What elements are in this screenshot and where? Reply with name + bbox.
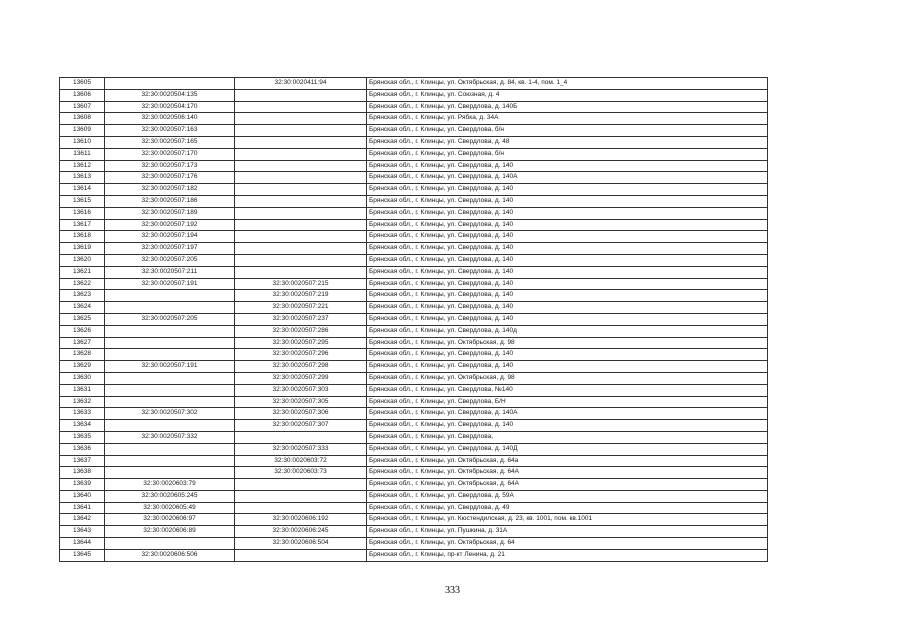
table-row bbox=[60, 467, 768, 479]
table-row bbox=[60, 160, 768, 172]
cadastral-number-cell: 32:30:0020507:219 bbox=[235, 290, 367, 302]
cadastral-number-cell bbox=[105, 384, 235, 396]
table-row bbox=[60, 184, 768, 196]
table-row bbox=[60, 396, 768, 408]
address-cell: Брянская обл., г. Клинцы, ул. Свердлова, д. 140А bbox=[367, 408, 768, 420]
address-cell: Брянская обл., г. Клинцы, ул. Кюстендилская, д. 23, кв. 1001, пом. кв.1001 bbox=[367, 514, 768, 526]
table-row bbox=[60, 89, 768, 101]
table-row bbox=[60, 302, 768, 314]
cadastral-number-cell: 32:30:0020507:286 bbox=[235, 325, 367, 337]
cadastral-number-cell bbox=[105, 372, 235, 384]
row-number-cell: 13611 bbox=[60, 148, 105, 160]
address-cell: Брянская обл., г. Клинцы, ул. Октябрьская, д. 64а bbox=[367, 455, 768, 467]
address-cell: Брянская обл., г. Клинцы, ул. Октябрьская, д. 64А bbox=[367, 467, 768, 479]
address-cell: Брянская обл., г. Клинцы, ул. Свердлова, д. 140 bbox=[367, 231, 768, 243]
cadastral-number-cell: 32:30:0020606:506 bbox=[105, 549, 235, 561]
table-row bbox=[60, 125, 768, 137]
cadastral-number-cell: 32:30:0020507:299 bbox=[235, 372, 367, 384]
table-row bbox=[60, 313, 768, 325]
row-number-cell: 13609 bbox=[60, 125, 105, 137]
row-number-cell: 13606 bbox=[60, 89, 105, 101]
cadastral-number-cell bbox=[235, 502, 367, 514]
address-cell: Брянская обл., г. Клинцы, ул. Свердлова, д. 140 bbox=[367, 243, 768, 255]
row-number-cell: 13633 bbox=[60, 408, 105, 420]
registry-table-body bbox=[60, 78, 768, 562]
address-cell: Брянская обл., г. Клинцы, ул. Свердлова, д. 140А bbox=[367, 172, 768, 184]
table-row bbox=[60, 361, 768, 373]
cadastral-number-cell: 32:30:0020507:165 bbox=[105, 136, 235, 148]
row-number-cell: 13628 bbox=[60, 349, 105, 361]
table-row bbox=[60, 172, 768, 184]
row-number-cell: 13625 bbox=[60, 313, 105, 325]
table-row bbox=[60, 455, 768, 467]
row-number-cell: 13619 bbox=[60, 243, 105, 255]
cadastral-number-cell bbox=[105, 290, 235, 302]
address-cell: Брянская обл., г. Клинцы, ул. Свердлова, б/н bbox=[367, 125, 768, 137]
cadastral-number-cell bbox=[235, 431, 367, 443]
address-cell: Брянская обл., г. Клинцы, ул. Свердлова, bbox=[367, 431, 768, 443]
table-row bbox=[60, 420, 768, 432]
address-cell: Брянская обл., г. Клинцы, ул. Рябка, д. 34А bbox=[367, 113, 768, 125]
address-cell: Брянская обл., г. Клинцы, ул. Свердлова, б/н bbox=[367, 148, 768, 160]
row-number-cell: 13634 bbox=[60, 420, 105, 432]
cadastral-number-cell bbox=[105, 78, 235, 90]
address-cell: Брянская обл., г. Клинцы, ул. Октябрьская, д. 64А bbox=[367, 479, 768, 491]
row-number-cell: 13632 bbox=[60, 396, 105, 408]
address-cell: Брянская обл., г. Клинцы, ул. Свердлова, д. 140Д bbox=[367, 443, 768, 455]
table-row bbox=[60, 538, 768, 550]
address-cell: Брянская обл., г. Клинцы, ул. Октябрьская, д. 84, кв. 1-4, пом. 1_4 bbox=[367, 78, 768, 90]
row-number-cell: 13642 bbox=[60, 514, 105, 526]
address-cell: Брянская обл., г. Клинцы, ул. Октябрьская, д. 98 bbox=[367, 337, 768, 349]
address-cell: Брянская обл., г. Клинцы, ул. Свердлова, д. 140 bbox=[367, 254, 768, 266]
cadastral-number-cell: 32:30:0020507:173 bbox=[105, 160, 235, 172]
cadastral-number-cell: 32:30:0020507:306 bbox=[235, 408, 367, 420]
row-number-cell: 13618 bbox=[60, 231, 105, 243]
cadastral-number-cell bbox=[235, 243, 367, 255]
table-row bbox=[60, 325, 768, 337]
address-cell: Брянская обл., г. Клинцы, ул. Свердлова, д. 59А bbox=[367, 490, 768, 502]
row-number-cell: 13624 bbox=[60, 302, 105, 314]
address-cell: Брянская обл., г. Клинцы, ул. Свердлова, д. 140 bbox=[367, 313, 768, 325]
table-row bbox=[60, 195, 768, 207]
cadastral-number-cell: 32:30:0020507:303 bbox=[235, 384, 367, 396]
address-cell: Брянская обл., г. Клинцы, пр-кт Ленина, д. 21 bbox=[367, 549, 768, 561]
table-row bbox=[60, 101, 768, 113]
row-number-cell: 13631 bbox=[60, 384, 105, 396]
page-number: 333 bbox=[445, 585, 460, 596]
cadastral-number-cell bbox=[235, 160, 367, 172]
row-number-cell: 13635 bbox=[60, 431, 105, 443]
cadastral-number-cell: 32:30:0020507:298 bbox=[235, 361, 367, 373]
cadastral-number-cell: 32:30:0020605:245 bbox=[105, 490, 235, 502]
address-cell: Брянская обл., г. Клинцы, ул. Свердлова, д. 48 bbox=[367, 136, 768, 148]
address-cell: Брянская обл., г. Клинцы, ул. Октябрьская, д. 98 bbox=[367, 372, 768, 384]
cadastral-number-cell: 32:30:0020605:49 bbox=[105, 502, 235, 514]
row-number-cell: 13622 bbox=[60, 278, 105, 290]
table-row bbox=[60, 514, 768, 526]
cadastral-number-cell: 32:30:0020507:211 bbox=[105, 266, 235, 278]
table-row bbox=[60, 549, 768, 561]
address-cell: Брянская обл., г. Клинцы, ул. Свердлова, д. 140д bbox=[367, 325, 768, 337]
address-cell: Брянская обл., г. Клинцы, ул. Свердлова, д. 140 bbox=[367, 195, 768, 207]
address-cell: Брянская обл., г. Клинцы, ул. Свердлова, д. 140Б bbox=[367, 101, 768, 113]
cadastral-number-cell bbox=[235, 184, 367, 196]
cadastral-number-cell: 32:30:0020507:237 bbox=[235, 313, 367, 325]
address-cell: Брянская обл., г. Клинцы, ул. Свердлова, д. 49 bbox=[367, 502, 768, 514]
row-number-cell: 13617 bbox=[60, 219, 105, 231]
address-cell: Брянская обл., г. Клинцы, ул. Свердлова, Б/Н bbox=[367, 396, 768, 408]
cadastral-number-cell: 32:30:0020507:333 bbox=[235, 443, 367, 455]
cadastral-number-cell bbox=[105, 455, 235, 467]
row-number-cell: 13627 bbox=[60, 337, 105, 349]
row-number-cell: 13614 bbox=[60, 184, 105, 196]
address-cell: Брянская обл., г. Клинцы, ул. Октябрьская, д. 64 bbox=[367, 538, 768, 550]
row-number-cell: 13607 bbox=[60, 101, 105, 113]
cadastral-number-cell bbox=[235, 125, 367, 137]
table-row bbox=[60, 136, 768, 148]
table-row bbox=[60, 431, 768, 443]
table-row bbox=[60, 219, 768, 231]
row-number-cell: 13643 bbox=[60, 526, 105, 538]
cadastral-number-cell: 32:30:0020507:189 bbox=[105, 207, 235, 219]
cadastral-number-cell bbox=[235, 549, 367, 561]
cadastral-number-cell: 32:30:0020507:305 bbox=[235, 396, 367, 408]
cadastral-number-cell: 32:30:0020606:245 bbox=[235, 526, 367, 538]
address-cell: Брянская обл., г. Клинцы, ул. Свердлова, д. 140 bbox=[367, 349, 768, 361]
row-number-cell: 13637 bbox=[60, 455, 105, 467]
cadastral-number-cell bbox=[105, 420, 235, 432]
address-cell: Брянская обл., г. Клинцы, ул. Свердлова, д. 140 bbox=[367, 290, 768, 302]
row-number-cell: 13615 bbox=[60, 195, 105, 207]
row-number-cell: 13636 bbox=[60, 443, 105, 455]
row-number-cell: 13605 bbox=[60, 78, 105, 90]
row-number-cell: 13621 bbox=[60, 266, 105, 278]
cadastral-number-cell: 32:30:0020603:72 bbox=[235, 455, 367, 467]
cadastral-number-cell bbox=[105, 443, 235, 455]
row-number-cell: 13620 bbox=[60, 254, 105, 266]
cadastral-number-cell: 32:30:0020506:140 bbox=[105, 113, 235, 125]
cadastral-number-cell: 32:30:0020507:176 bbox=[105, 172, 235, 184]
cadastral-number-cell: 32:30:0020507:296 bbox=[235, 349, 367, 361]
table-row bbox=[60, 372, 768, 384]
cadastral-number-cell: 32:30:0020606:504 bbox=[235, 538, 367, 550]
table-row bbox=[60, 479, 768, 491]
cadastral-number-cell: 32:30:0020507:170 bbox=[105, 148, 235, 160]
table-row bbox=[60, 231, 768, 243]
table-row bbox=[60, 502, 768, 514]
cadastral-number-cell: 32:30:0020606:192 bbox=[235, 514, 367, 526]
cadastral-number-cell bbox=[105, 337, 235, 349]
cadastral-number-cell: 32:30:0020507:221 bbox=[235, 302, 367, 314]
address-cell: Брянская обл., г. Клинцы, ул. Свердлова, №140 bbox=[367, 384, 768, 396]
table-row bbox=[60, 290, 768, 302]
cadastral-number-cell: 32:30:0020507:302 bbox=[105, 408, 235, 420]
cadastral-number-cell: 32:30:0020507:307 bbox=[235, 420, 367, 432]
cadastral-number-cell bbox=[235, 89, 367, 101]
cadastral-number-cell: 32:30:0020507:191 bbox=[105, 361, 235, 373]
row-number-cell: 13630 bbox=[60, 372, 105, 384]
cadastral-number-cell bbox=[235, 172, 367, 184]
row-number-cell: 13645 bbox=[60, 549, 105, 561]
row-number-cell: 13613 bbox=[60, 172, 105, 184]
address-cell: Брянская обл., г. Клинцы, ул. Свердлова, д. 140 bbox=[367, 160, 768, 172]
cadastral-number-cell bbox=[105, 349, 235, 361]
cadastral-number-cell: 32:30:0020606:97 bbox=[105, 514, 235, 526]
address-cell: Брянская обл., г. Клинцы, ул. Союзная, д. 4 bbox=[367, 89, 768, 101]
address-cell: Брянская обл., г. Клинцы, ул. Пушкина, д. 31А bbox=[367, 526, 768, 538]
table-row bbox=[60, 148, 768, 160]
cadastral-number-cell bbox=[235, 254, 367, 266]
address-cell: Брянская обл., г. Клинцы, ул. Свердлова, д. 140 bbox=[367, 302, 768, 314]
address-cell: Брянская обл., г. Клинцы, ул. Свердлова, д. 140 bbox=[367, 219, 768, 231]
cadastral-number-cell: 32:30:0020507:197 bbox=[105, 243, 235, 255]
cadastral-number-cell bbox=[235, 490, 367, 502]
cadastral-number-cell bbox=[235, 231, 367, 243]
row-number-cell: 13612 bbox=[60, 160, 105, 172]
cadastral-number-cell: 32:30:0020507:295 bbox=[235, 337, 367, 349]
cadastral-number-cell bbox=[235, 207, 367, 219]
table-row bbox=[60, 526, 768, 538]
row-number-cell: 13638 bbox=[60, 467, 105, 479]
cadastral-number-cell bbox=[235, 148, 367, 160]
table-row bbox=[60, 408, 768, 420]
cadastral-number-cell: 32:30:0020507:205 bbox=[105, 254, 235, 266]
cadastral-number-cell: 32:30:0020411:94 bbox=[235, 78, 367, 90]
address-cell: Брянская обл., г. Клинцы, ул. Свердлова, д. 140 bbox=[367, 278, 768, 290]
cadastral-number-cell: 32:30:0020603:79 bbox=[105, 479, 235, 491]
cadastral-number-cell: 32:30:0020507:332 bbox=[105, 431, 235, 443]
row-number-cell: 13641 bbox=[60, 502, 105, 514]
table-row bbox=[60, 443, 768, 455]
row-number-cell: 13623 bbox=[60, 290, 105, 302]
row-number-cell: 13640 bbox=[60, 490, 105, 502]
cadastral-number-cell bbox=[235, 219, 367, 231]
address-cell: Брянская обл., г. Клинцы, ул. Свердлова, д. 140 bbox=[367, 420, 768, 432]
cadastral-number-cell: 32:30:0020507:191 bbox=[105, 278, 235, 290]
row-number-cell: 13608 bbox=[60, 113, 105, 125]
table-row bbox=[60, 254, 768, 266]
cadastral-number-cell bbox=[235, 136, 367, 148]
row-number-cell: 13644 bbox=[60, 538, 105, 550]
cadastral-number-cell: 32:30:0020507:186 bbox=[105, 195, 235, 207]
registry-table bbox=[59, 77, 768, 562]
cadastral-number-cell: 32:30:0020603:73 bbox=[235, 467, 367, 479]
cadastral-number-cell bbox=[105, 538, 235, 550]
cadastral-number-cell: 32:30:0020507:192 bbox=[105, 219, 235, 231]
cadastral-number-cell: 32:30:0020507:205 bbox=[105, 313, 235, 325]
table-row bbox=[60, 78, 768, 90]
cadastral-number-cell bbox=[235, 195, 367, 207]
cadastral-number-cell: 32:30:0020507:163 bbox=[105, 125, 235, 137]
table-row bbox=[60, 490, 768, 502]
cadastral-number-cell bbox=[105, 467, 235, 479]
address-cell: Брянская обл., г. Клинцы, ул. Свердлова, д. 140 bbox=[367, 207, 768, 219]
cadastral-number-cell bbox=[105, 302, 235, 314]
cadastral-number-cell: 32:30:0020504:135 bbox=[105, 89, 235, 101]
cadastral-number-cell: 32:30:0020504:170 bbox=[105, 101, 235, 113]
row-number-cell: 13626 bbox=[60, 325, 105, 337]
row-number-cell: 13610 bbox=[60, 136, 105, 148]
address-cell: Брянская обл., г. Клинцы, ул. Свердлова, д. 140 bbox=[367, 361, 768, 373]
address-cell: Брянская обл., г. Клинцы, ул. Свердлова, д. 140 bbox=[367, 266, 768, 278]
table-row bbox=[60, 266, 768, 278]
row-number-cell: 13639 bbox=[60, 479, 105, 491]
cadastral-number-cell bbox=[235, 479, 367, 491]
address-cell: Брянская обл., г. Клинцы, ул. Свердлова, д. 140 bbox=[367, 184, 768, 196]
cadastral-number-cell bbox=[105, 396, 235, 408]
row-number-cell: 13616 bbox=[60, 207, 105, 219]
cadastral-number-cell bbox=[235, 101, 367, 113]
table-row bbox=[60, 207, 768, 219]
cadastral-number-cell: 32:30:0020507:182 bbox=[105, 184, 235, 196]
cadastral-number-cell bbox=[235, 113, 367, 125]
table-row bbox=[60, 243, 768, 255]
table-row bbox=[60, 278, 768, 290]
cadastral-number-cell: 32:30:0020606:89 bbox=[105, 526, 235, 538]
cadastral-number-cell: 32:30:0020507:215 bbox=[235, 278, 367, 290]
table-row bbox=[60, 337, 768, 349]
table-row bbox=[60, 113, 768, 125]
table-row bbox=[60, 384, 768, 396]
row-number-cell: 13629 bbox=[60, 361, 105, 373]
cadastral-number-cell: 32:30:0020507:194 bbox=[105, 231, 235, 243]
cadastral-number-cell bbox=[105, 325, 235, 337]
cadastral-number-cell bbox=[235, 266, 367, 278]
table-row bbox=[60, 349, 768, 361]
